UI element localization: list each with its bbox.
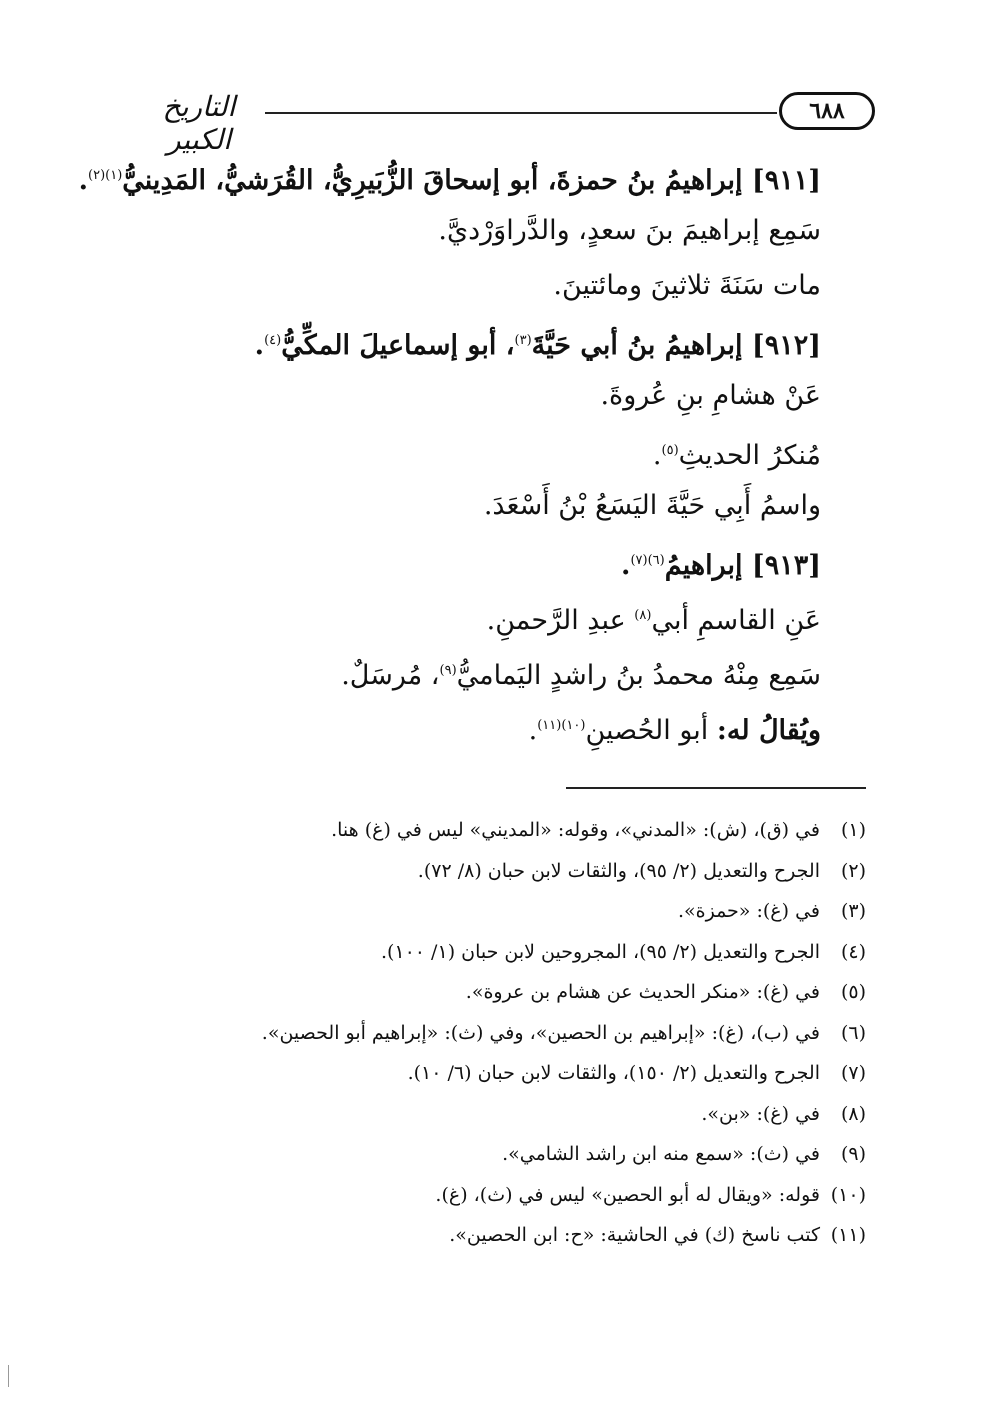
book-title: التاريخ الكبير <box>162 90 236 156</box>
footnote-text: في (ق)، (ش): «المدني»، وقوله: «المديني» ليس في (غ) هنا. <box>331 819 820 841</box>
entry-heading-text: إبراهيمُ بنُ حمزةَ، أبو إسحاقَ الزُّبَيرِيُّ، القُرَشيُّ، المَدِينيُّ <box>122 165 743 196</box>
footnote-text: الجرح والتعديل (٢/ ٩٥)، المجروحين لابن حبان (١/ ١٠٠). <box>380 940 820 963</box>
entry-number: [٩١٣] <box>751 550 821 581</box>
footnote-number: (١١) <box>830 1224 866 1246</box>
footnote-ref: (١٠)(١١) <box>537 718 586 733</box>
footnote-number: (٧) <box>840 1062 866 1084</box>
line-text: مُنكرُ الحديثِ <box>678 440 821 471</box>
footnote <box>226 851 866 892</box>
page-edge-mark <box>8 1365 9 1387</box>
footnotes <box>226 810 866 1256</box>
punctuation: . <box>528 715 538 746</box>
footnote <box>226 1215 866 1256</box>
entry-912-line-2 <box>141 423 821 478</box>
footnote <box>226 1053 866 1094</box>
entry-911-line-2: مات سَنَةَ ثلاثينَ ومائتينَ. <box>553 270 821 301</box>
punctuation: . <box>652 440 662 471</box>
entry-912-line-1: عَنْ هشامِ بنِ عُروةَ. <box>600 380 821 411</box>
entry-912-heading <box>141 313 821 368</box>
footnote <box>226 891 866 932</box>
entry-heading-text: ، أبو إسماعيلَ المكِّيُّ <box>281 330 515 361</box>
footnote <box>226 972 866 1013</box>
entry-911-line-1: سَمِع إبراهيمَ بنَ سعدٍ، والدَّراوَرْديَّ. <box>438 215 821 246</box>
entry-number: [٩١٢] <box>751 330 821 361</box>
punctuation: . <box>254 330 265 361</box>
main-text <box>78 148 821 753</box>
footnote <box>226 1134 866 1175</box>
footnote-ref: (٣) <box>514 333 532 348</box>
entry-911-heading <box>78 148 821 203</box>
footnote-number: (٩) <box>840 1143 866 1165</box>
page-number: ٦٨٨ <box>779 92 875 130</box>
footnote-number: (٦) <box>840 1021 866 1044</box>
footnote-text: الجرح والتعديل (٢/ ٩٥)، والثقات لابن حبان (٨/ ٧٢). <box>417 859 820 882</box>
footnote-ref: (٤) <box>264 333 282 348</box>
entry-heading-text: إبراهيمُ بنُ أبي حَيَّةَ <box>531 330 743 361</box>
line-text: أبو الحُصينِ <box>585 715 717 746</box>
footnote-text: في (ب)، (غ): «إبراهيم بن الحصين»، وفي (ث): «إبراهيم أبو الحصين». <box>261 1021 820 1044</box>
footnote <box>226 810 866 851</box>
footnote-text: كتب ناسخ (ك) في الحاشية: «ح: ابن الحصين». <box>449 1224 820 1246</box>
footnote-text: في (ث): «سمع منه ابن راشد الشامي». <box>502 1143 820 1165</box>
footnote-text: قوله: «ويقال له أبو الحصين» ليس في (ث)، (غ). <box>435 1183 820 1206</box>
entry-913-line-1 <box>141 588 821 643</box>
footnote-text: الجرح والتعديل (٢/ ١٥٠)، والثقات لابن حبان (٦/ ١٠). <box>407 1062 820 1084</box>
entry-913-line-3 <box>141 698 821 753</box>
footnote-number: (٤) <box>840 940 866 963</box>
running-header <box>135 88 875 156</box>
header-rule <box>265 112 777 114</box>
footnote-separator <box>566 787 866 789</box>
footnote <box>226 1175 866 1216</box>
footnote-number: (٨) <box>840 1102 866 1125</box>
line-label: ويُقالُ له: <box>716 715 821 746</box>
footnote-text: في (غ): «منكر الحديث عن هشام بن عروة». <box>465 981 820 1003</box>
footnote-number: (٥) <box>840 981 866 1003</box>
punctuation: . <box>78 165 88 196</box>
entry-913-line-2 <box>141 643 821 698</box>
line-text: سَمِع مِنْهُ محمدُ بنُ راشدٍ اليَماميُّ <box>456 660 821 691</box>
line-text: عَنِ القاسمِ أبي <box>651 605 821 636</box>
punctuation: . <box>621 550 631 581</box>
entry-number: [٩١١] <box>751 165 821 196</box>
footnote-ref: (٩) <box>439 663 457 678</box>
footnote-number: (٣) <box>840 900 866 922</box>
footnote-text: في (غ): «بن». <box>701 1102 820 1125</box>
line-text: ، مُرسَلٌ. <box>341 660 440 691</box>
footnote-number: (١٠) <box>830 1183 866 1206</box>
footnote <box>226 932 866 973</box>
footnote-ref: (٥) <box>661 443 679 458</box>
line-text: عبدِ الرَّحمنِ. <box>486 605 635 636</box>
footnote <box>226 1013 866 1054</box>
footnote-ref: (٦)(٧) <box>630 553 665 568</box>
entry-heading-text: إبراهيمُ <box>664 550 743 581</box>
footnote-number: (٢) <box>840 859 866 882</box>
footnote-number: (١) <box>840 819 866 841</box>
footnote-ref: (١)(٢) <box>88 168 123 183</box>
footnote-ref: (٨) <box>634 608 652 623</box>
footnote-text: في (غ): «حمزة». <box>677 900 820 922</box>
footnote <box>226 1094 866 1135</box>
entry-912-line-3: واسمُ أَبِي حَيَّةَ اليَسَعُ بْنُ أَسْعَدَ. <box>483 490 821 521</box>
entry-913-heading <box>141 533 821 588</box>
